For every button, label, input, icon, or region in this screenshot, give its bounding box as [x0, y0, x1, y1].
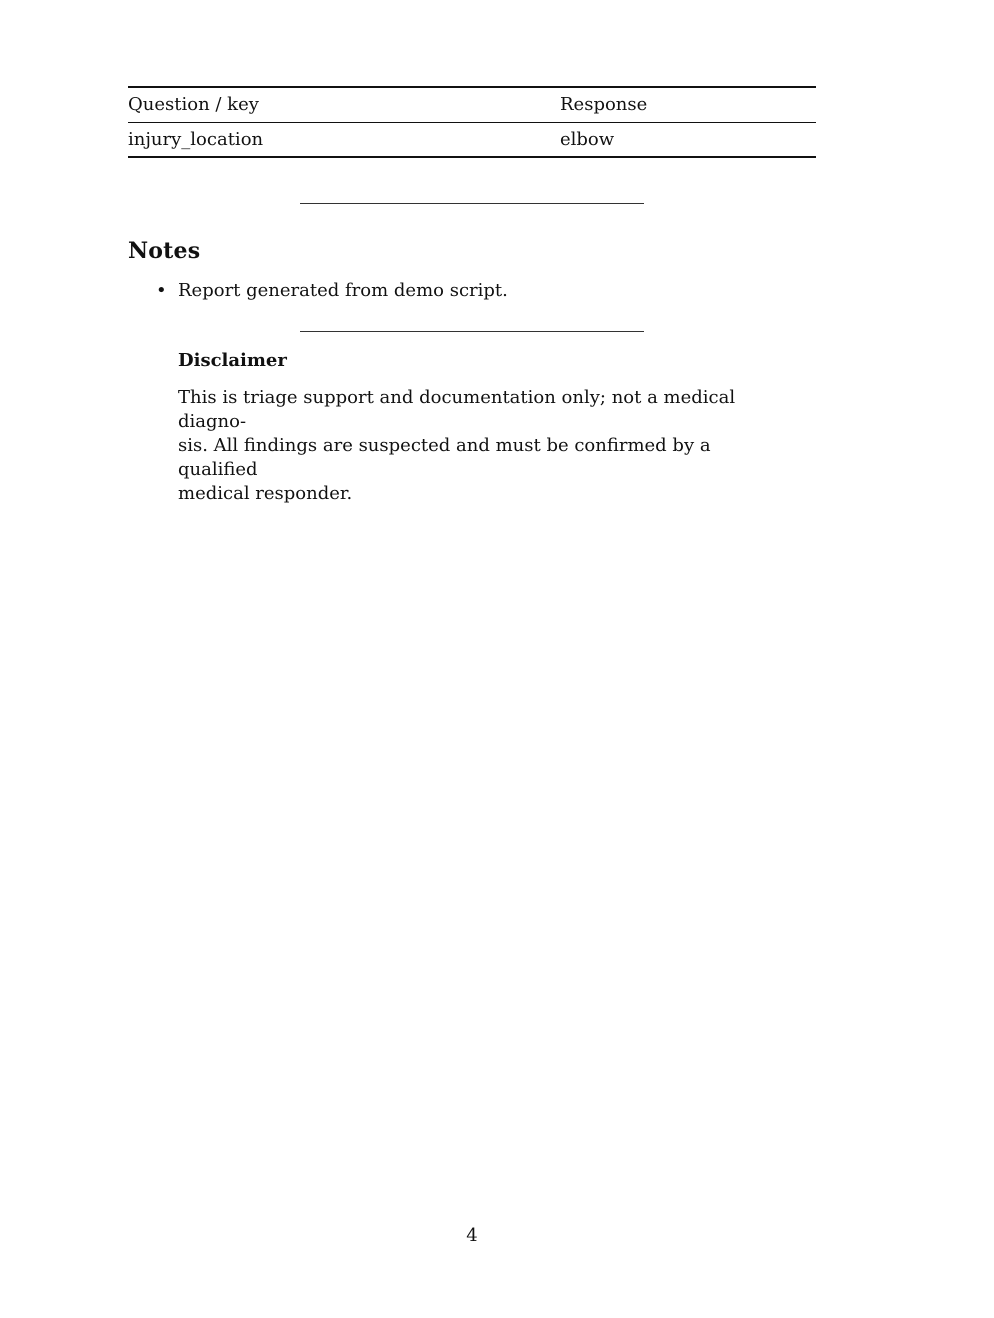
list-item — [156, 280, 508, 301]
page-number: 4 — [466, 1225, 478, 1246]
disclaimer-line: medical responder. — [178, 483, 353, 504]
disclaimer-body — [178, 386, 770, 506]
table-header-row — [128, 87, 816, 122]
question-response-table — [128, 86, 816, 158]
column-header-response: Response — [560, 94, 648, 115]
note-text: Report generated from demo script. — [178, 280, 508, 301]
table-cell-response: elbow — [560, 128, 615, 150]
disclaimer-title: Disclaimer — [178, 350, 287, 371]
section-divider — [300, 331, 644, 332]
bullet-icon: • — [156, 280, 167, 301]
disclaimer-line: This is triage support and documentation only; not a medical diagno- — [178, 387, 736, 432]
disclaimer-line: sis. All findings are suspected and must be confirmed by a qualified — [178, 435, 711, 480]
table-row — [128, 122, 816, 157]
table-cell-key: injury_location — [128, 128, 264, 150]
column-header-question: Question / key — [128, 94, 259, 115]
notes-list — [156, 280, 508, 301]
notes-heading: Notes — [128, 238, 201, 264]
section-divider — [300, 203, 644, 204]
